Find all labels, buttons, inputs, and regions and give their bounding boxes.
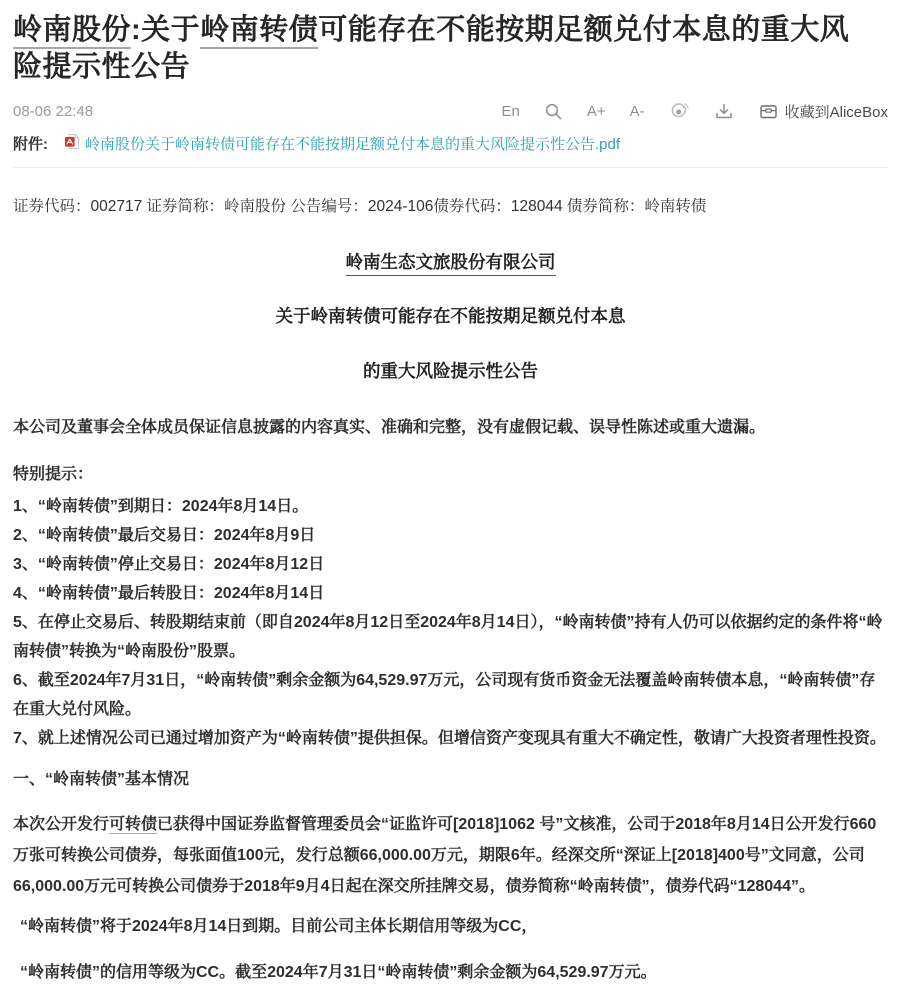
issue-history-pre: 本次公开发行 [13, 816, 110, 833]
font-decrease-button[interactable] [630, 103, 645, 120]
special-notice-list [13, 492, 888, 753]
credit-rating-paragraph: “岭南转债”的信用等级为CC。截至2024年7月31日“岭南转债”剩余金额为64,529.97万元。 [20, 964, 657, 981]
language-toggle-label: En [501, 102, 520, 120]
attachment-file-name: 岭南股份关于岭南转债可能存在不能按期足额兑付本息的重大风险提示性公告.pdf [85, 136, 621, 153]
board-declaration: 本公司及董事会全体成员保证信息披露的内容真实、准确和完整，没有虚假记载、误导性陈述或重大遗漏。 [13, 419, 766, 436]
issue-history-post: 已获得中国证券监督管理委员会“证监许可[2018]1062 号”文核准，公司于2018年8月14日公开发行660万张可转换公司债券，每张面值100元，发行总额66,000.00万元，期限6年。经深交所“深证上[2018]400号”文同意，公司66,000.00万元可转换公司债券于2018年9月4日起在深交所挂牌交易，债券简称“岭南转债”，债券代码“128044”。 [13, 816, 877, 895]
notice-item-1: 1、“岭南转债”到期日：2024年8月14日。 [13, 498, 309, 515]
toolbar [502, 101, 889, 122]
issue-history-paragraph [13, 809, 888, 902]
font-decrease-label: A- [629, 102, 645, 120]
doc-title-line2: 的重大风险提示性公告 [363, 361, 538, 381]
convertible-bond-entity-link[interactable]: 可转债 [109, 816, 158, 833]
search-button[interactable] [544, 102, 563, 121]
download-button[interactable] [714, 102, 734, 121]
notice-item-3: 3、“岭南转债”停止交易日：2024年8月12日 [13, 556, 325, 573]
page-title [13, 12, 875, 86]
page-title-mid: :关于 [131, 14, 201, 46]
company-name-text: 岭南生态文旅股份有限公司 [346, 252, 556, 276]
pdf-file-icon [64, 133, 80, 154]
download-tray-icon [714, 102, 734, 121]
notice-item-5: 5、在停止交易后、转股期结束前（即自2024年8月12日至2024年8月14日），“岭南转债”持有人仍可以依据约定的条件将“岭南转债”转换为“岭南股份”股票。 [13, 614, 883, 660]
maturity-paragraph: “岭南转债”将于2024年8月14日到期。目前公司主体长期信用等级为CC， [20, 918, 538, 935]
collect-to-alicebox-label: 收藏到AliceBox [784, 103, 888, 121]
font-increase-button[interactable] [587, 103, 606, 120]
search-icon [544, 102, 563, 121]
securities-meta-line: 证券代码：002717 证券简称：岭南股份 公告编号：2024-106债券代码：128044 债券简称：岭南转债 [13, 198, 707, 215]
meta-toolbar-row [13, 99, 888, 123]
attachment-row [13, 133, 888, 154]
notice-item-4: 4、“岭南转债”最后转股日：2024年8月14日 [13, 585, 325, 602]
attachment-label: 附件: [13, 136, 48, 153]
section-1-title: 一、“岭南转债”基本情况 [13, 771, 190, 788]
announcement-page [0, 12, 901, 988]
attachment-pdf-link[interactable] [64, 133, 620, 154]
doc-title-line1: 关于岭南转债可能存在不能按期足额兑付本息 [275, 306, 626, 326]
company-name-heading [13, 249, 888, 274]
special-notice-label: 特别提示： [13, 466, 94, 483]
page-title-rest: 可能存在不能按期足额兑付本息的重大风险提示性公告 [13, 14, 850, 83]
font-increase-label: A+ [586, 102, 606, 120]
audio-broadcast-icon [669, 101, 690, 121]
publish-datetime: 08-06 22:48 [13, 102, 94, 120]
bond-entity-link[interactable]: 岭南转债 [200, 14, 318, 49]
listen-button[interactable] [669, 101, 690, 121]
notice-item-2: 2、“岭南转债”最后交易日：2024年8月9日 [13, 527, 316, 544]
document-body [13, 168, 888, 988]
language-toggle-button[interactable] [502, 103, 520, 120]
collect-to-alicebox-button[interactable] [758, 101, 888, 122]
stock-entity-link[interactable]: 岭南股份 [13, 14, 131, 49]
archive-box-icon [758, 102, 779, 121]
notice-item-6: 6、截至2024年7月31日，“岭南转债”剩余金额为64,529.97万元，公司现有货币资金无法覆盖岭南转债本息，“岭南转债”存在重大兑付风险。 [13, 672, 876, 718]
notice-item-7: 7、就上述情况公司已通过增加资产为“岭南转债”提供担保。但增信资产变现具有重大不确定性，敬请广大投资者理性投资。 [13, 730, 886, 747]
